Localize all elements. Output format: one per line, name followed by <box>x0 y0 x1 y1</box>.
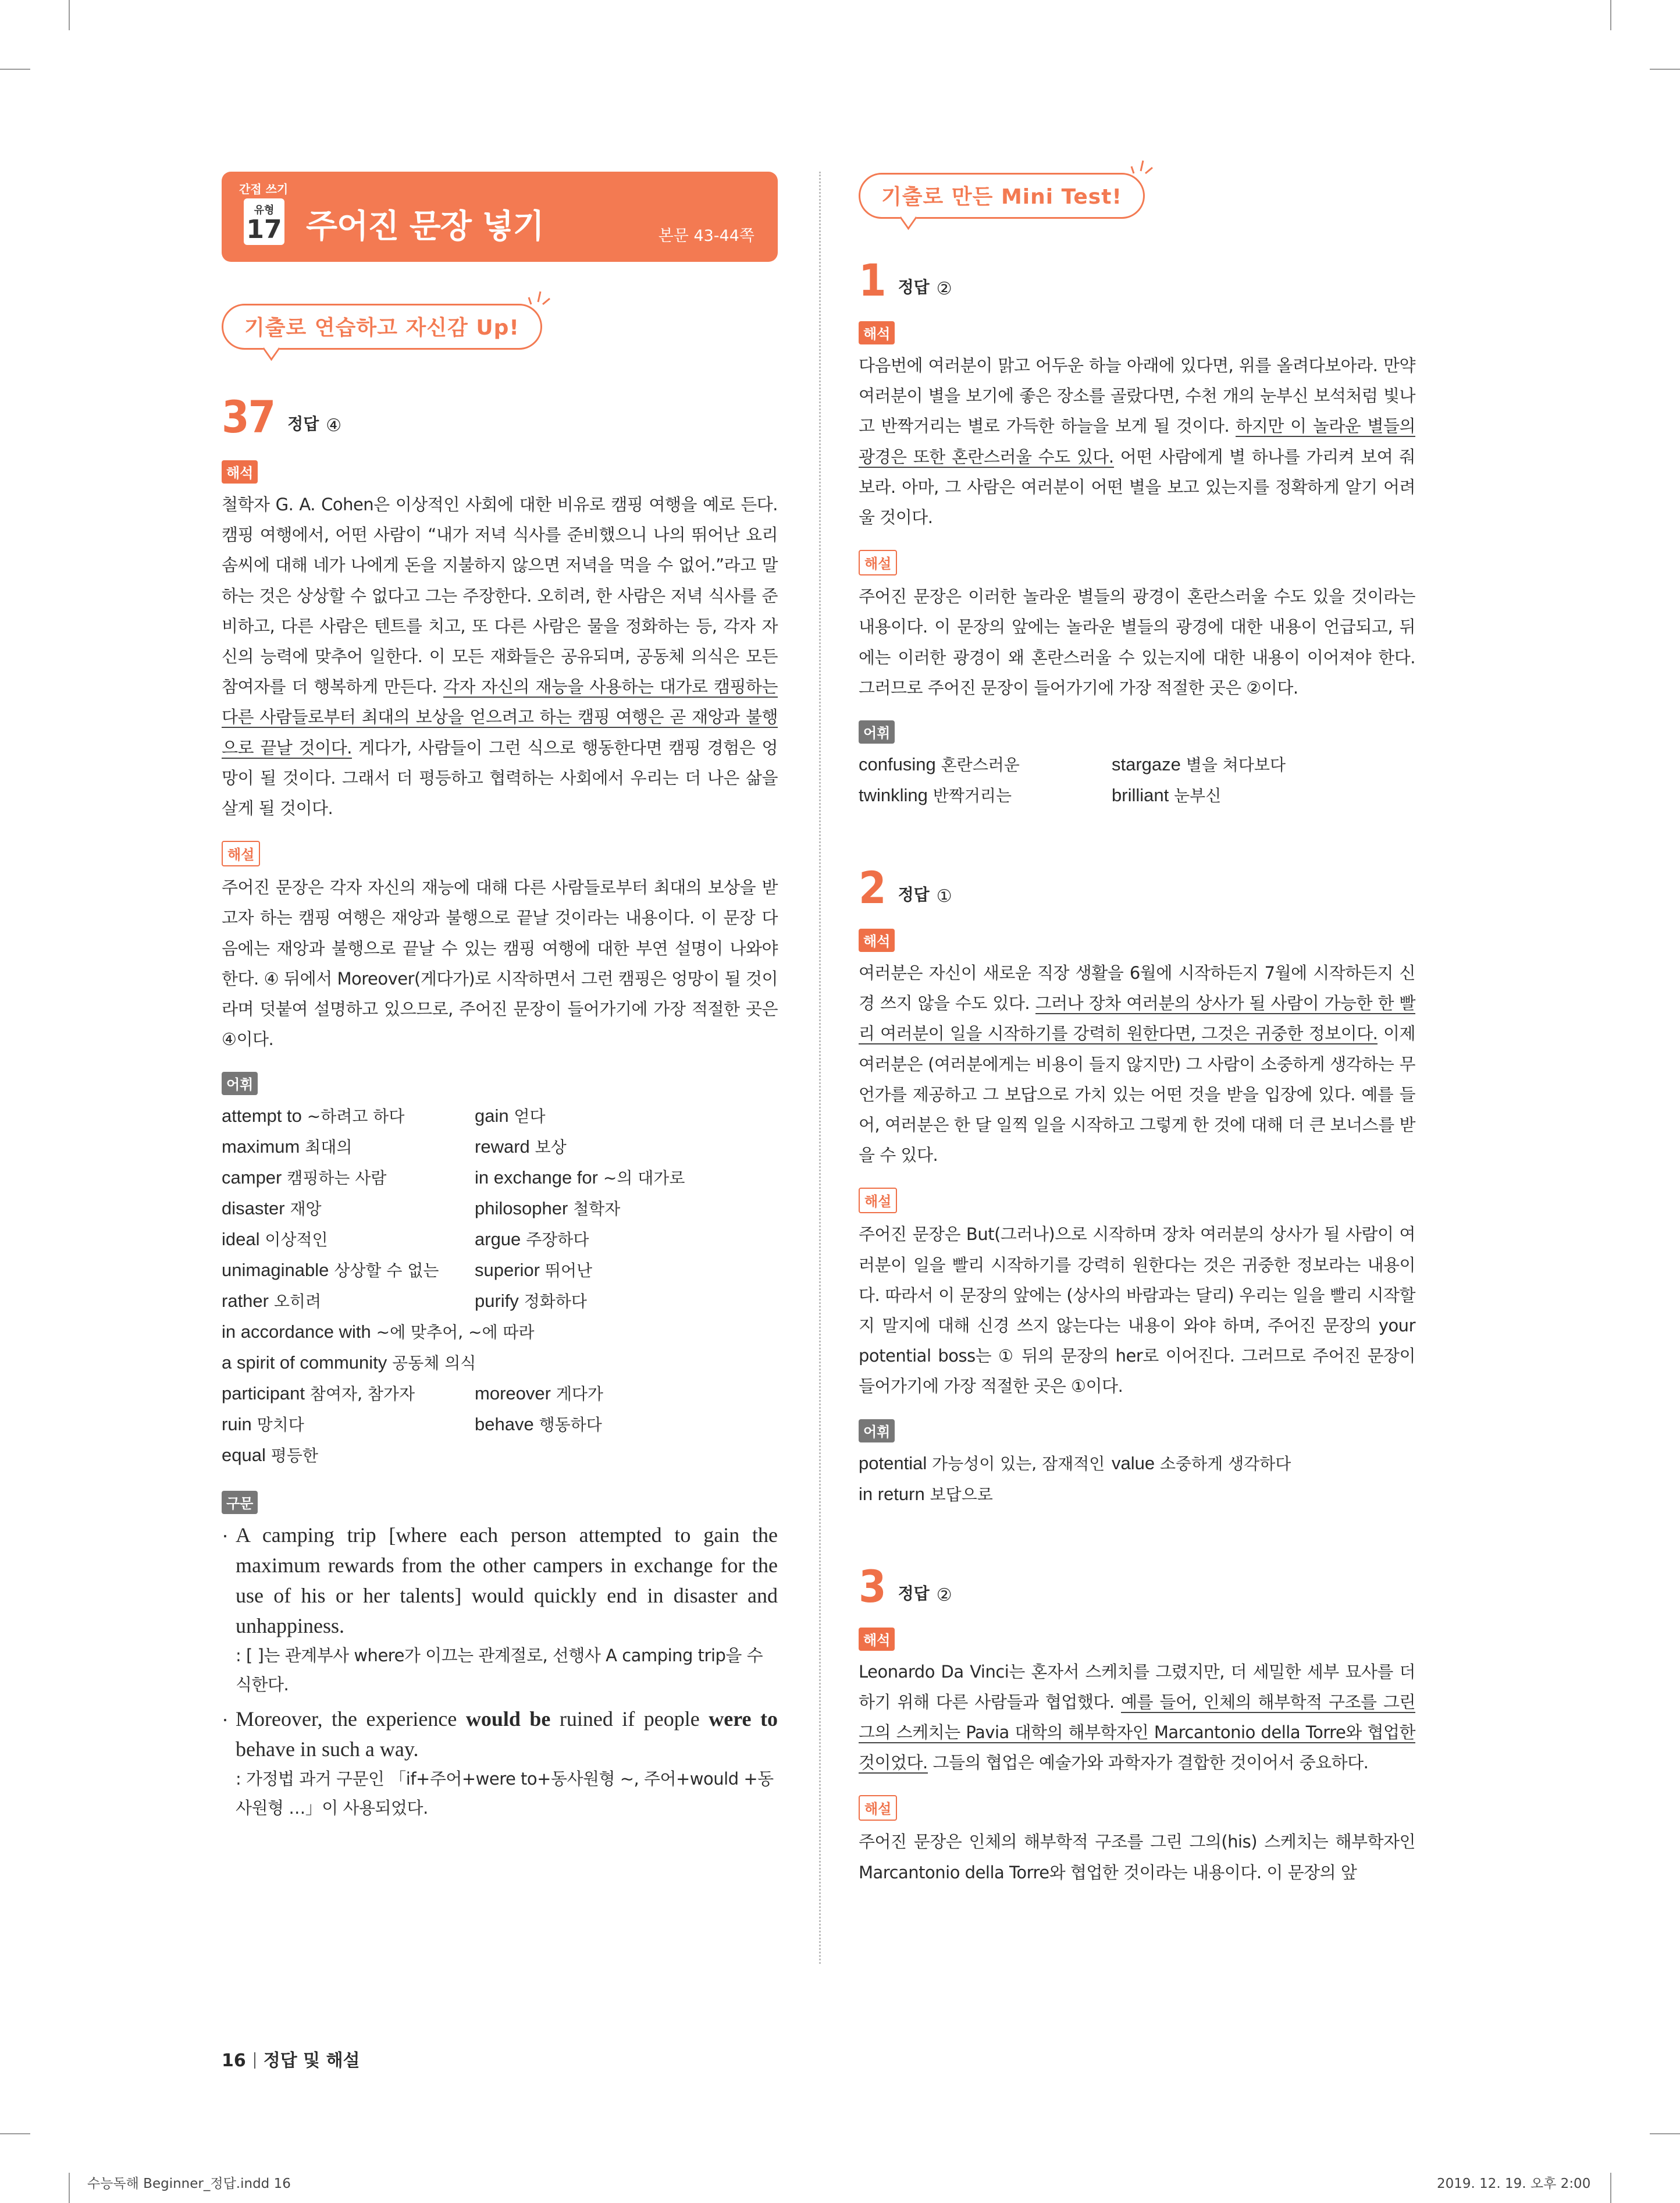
translation-text: 여러분은 자신이 새로운 직장 생활을 6월에 시작하든지 7월에 시작하든지 신경 쓰지 않을 수도 있다. 그러나 장차 여러분의 상사가 될 사람이 가능한 한 빨리 여러분이 일을 시작하기를 강력히 원한다면, 그것은 귀중한 정보이다. 이제 여러분은 (여러분에게는 비용이 들지 않지만) 그 사람이 소중하게 생각하는 무언가를 제공하고 그 보답으로 가치 있는 어떤 것을 받을 입장에 있다. 예를 들어, 여러분은 한 달 일찍 일을 시작하고 그렇게 한 것에 대해 더 큰 보너스를 받을 수 있다. <box>859 963 1416 1166</box>
underlined-sentence: 하지만 이 놀라운 별들의 광경은 또한 혼란스러울 수도 있다. <box>859 416 1416 467</box>
answer-heading <box>859 254 1415 306</box>
vocab-item: ideal 이상적인 <box>222 1229 328 1250</box>
explanation-text: 주어진 문장은 But(그러나)으로 시작하며 장차 여러분의 상사가 될 사람이 여러분이 일을 빨리 시작하기를 강력히 원한다는 것은 귀중한 정보라는 내용이다. 따라서 이 문장의 앞에는 (상사의 바람과는 달리) 우리는 일을 빨리 시작할지 말지에 대해 신경 쓰지 않는다는 내용이 와야 하며, 주어진 문장의 your potential boss는 ① 뒤의 문장의 her로 이어진다. 그러므로 주어진 문장이 들어가기에 가장 적절한 곳은 ①이다. <box>859 1224 1415 1397</box>
crop-mark <box>1610 0 1611 30</box>
crop-mark <box>1650 69 1680 70</box>
underlined-sentence: 예를 들어, 인체의 해부학적 구조를 그린 그의 스케치는 Pavia 대학의 해부학자인 Marcantonio della Torre와 협업한 것이었다. <box>859 1692 1415 1773</box>
vocab-item: reward 보상 <box>475 1136 567 1157</box>
vocab-item: superior 뛰어난 <box>475 1260 593 1281</box>
crop-mark <box>1610 2173 1611 2203</box>
syntax-note: : 가정법 과거 구문인 「if+주어+were to+동사원형 ~, 주어+would +동사원형 …」이 사용되었다. <box>236 1769 774 1818</box>
answer-heading <box>859 862 1415 914</box>
vocab-item: twinkling 반짝거리는 <box>859 785 1012 806</box>
answer-mark: ④ <box>326 415 342 436</box>
crop-mark <box>69 2173 70 2203</box>
translation-tag: 해석 <box>222 460 258 484</box>
vocab-item: attempt to ∼하려고 하다 <box>222 1106 405 1127</box>
vocab-item: stargaze 별을 쳐다보다 <box>1112 754 1286 775</box>
explanation-tag: 해설 <box>859 550 897 575</box>
vocab-item: in return 보답으로 <box>859 1483 993 1504</box>
vocab-item: maximum 최대의 <box>222 1136 353 1157</box>
vocab-item: philosopher 철학자 <box>475 1198 621 1219</box>
vocab-tag: 어휘 <box>222 1072 258 1095</box>
type-label: 유형 <box>254 204 275 216</box>
vocab-item: rather 오히려 <box>222 1291 322 1312</box>
column-divider <box>819 172 821 1964</box>
vocab-item: in accordance with ∼에 맞추어, ∼에 따라 <box>222 1321 535 1342</box>
crop-mark <box>1650 2133 1680 2134</box>
question-number: 3 <box>859 1560 885 1612</box>
vocab-item: confusing 혼란스러운 <box>859 754 1020 775</box>
syntax-tag: 구문 <box>222 1491 258 1514</box>
type-badge <box>244 198 284 245</box>
vocab-item: unimaginable 상상할 수 없는 <box>222 1260 439 1281</box>
vocab-item: ruin 망치다 <box>222 1414 304 1435</box>
print-slug-file: 수능독해 Beginner_정답.indd 16 <box>87 2176 291 2191</box>
vocab-tag: 어휘 <box>859 1419 895 1442</box>
category-label: 간접 쓰기 <box>239 182 289 196</box>
answer-mark: ② <box>936 279 952 299</box>
question-number: 1 <box>859 254 885 306</box>
answer-label: 정답 <box>898 1583 930 1603</box>
sparkle-icon <box>528 288 551 305</box>
left-column <box>222 172 778 1822</box>
explanation-tag: 해설 <box>222 841 260 866</box>
type-number: 17 <box>246 215 282 244</box>
vocab-item: value 소중하게 생각하다 <box>1112 1452 1291 1473</box>
page-reference: 본문 43-44쪽 <box>658 227 754 245</box>
vocab-tag: 어휘 <box>859 720 895 744</box>
answer-label: 정답 <box>898 885 930 905</box>
explanation-tag: 해설 <box>859 1188 897 1213</box>
translation-tag: 해석 <box>859 321 895 344</box>
text-run: 철학자 G. A. Cohen은 이상적인 사회에 대한 비유로 캠핑 여행을 예로 든다. 캠핑 여행에서, 어떤 사람이 “내가 저녁 식사를 준비했으니 나의 뛰어난 요리 솜씨에 대해 네가 나에게 돈을 지불하지 않으면 저녁을 먹을 수 없어.”라고 말하는 것은 상상할 수 없다고 그는 주장한다. 오히려, 한 사람은 저녁 식사를 준비하고, 다른 사람은 텐트를 치고, 또 다른 사람은 물을 정화하는 등, 각자 자신의 능력에 맞추어 일한다. 이 모든 재화들은 공유되며, 공동체 의식은 모든 참여자를 더 행복하게 만든다. <box>222 495 778 697</box>
explanation-text: 주어진 문장은 인체의 해부학적 구조를 그린 그의(his) 스케치는 해부학자인 Marcantonio della Torre와 협업한 것이라는 내용이다. 이 문장의 앞 <box>859 1832 1415 1882</box>
footer-section: 정답 및 해설 <box>263 2051 360 2071</box>
answer-mark: ② <box>936 1584 952 1605</box>
vocab-item: potential 가능성이 있는, 잠재적인 <box>859 1452 1105 1473</box>
text-run: 게다가, 사람들이 그런 식으로 행동한다면 캠핑 경험은 엉망이 될 것이다. 그래서 더 평등하고 협력하는 사회에서 우리는 더 나은 삶을 살게 될 것이다. <box>222 737 778 819</box>
translation-text <box>222 489 778 823</box>
section-banner <box>222 172 778 262</box>
question-number: 37 <box>222 391 275 443</box>
page-footer <box>222 2046 360 2071</box>
practice-callout <box>222 304 542 350</box>
underlined-sentence: 각자 자신의 재능을 사용하는 대가로 캠핑하는 다른 사람들로부터 최대의 보상을 얻으려고 하는 캠핑 여행은 곧 재앙과 불행으로 끝날 것이다. <box>222 677 778 758</box>
vocab-list <box>859 1448 1415 1510</box>
vocab-item: equal 평등한 <box>222 1445 318 1466</box>
crop-mark <box>0 69 30 70</box>
vocab-item: in exchange for ∼의 대가로 <box>475 1167 685 1188</box>
vocab-item: purify 정화하다 <box>475 1291 587 1312</box>
answer-label: 정답 <box>898 278 930 297</box>
vocab-item: behave 행동하다 <box>475 1414 602 1435</box>
underlined-sentence: 그러나 장차 여러분의 상사가 될 사람이 가능한 한 빨리 여러분이 일을 시작하기를 강력히 원한다면, 그것은 귀중한 정보이다. <box>859 993 1416 1044</box>
translation-text: Leonardo Da Vinci는 혼자서 스케치를 그렸지만, 더 세밀한 세부 묘사를 더 하기 위해 다른 사람들과 협업했다. 예를 들어, 인체의 해부학적 구조를 그린 그의 스케치는 Pavia 대학의 해부학자인 Marcantonio della Torre와 협업한 것이었다. 그들의 협업은 예술가와 과학자가 결합한 것이어서 중요하다. <box>859 1661 1415 1773</box>
section-title: 주어진 문장 넣기 <box>306 208 544 246</box>
mini-test-callout <box>859 173 1145 219</box>
crop-mark <box>69 0 70 30</box>
page-number: 16 <box>222 2051 246 2071</box>
vocab-item: camper 캠핑하는 사람 <box>222 1167 387 1188</box>
right-column <box>859 173 1415 1888</box>
vocab-item: brilliant 눈부신 <box>1112 785 1222 806</box>
vocab-list <box>859 749 1415 811</box>
translation-tag: 해석 <box>859 929 895 952</box>
vocab-list <box>222 1101 778 1471</box>
footer-divider <box>254 2052 255 2069</box>
mini-test-callout-text: 기출로 만든 Mini Test! <box>881 185 1122 209</box>
print-slug-date: 2019. 12. 19. 오후 2:00 <box>1437 2176 1591 2191</box>
crop-mark <box>0 2133 30 2134</box>
answer-heading <box>859 1560 1415 1612</box>
answer-heading <box>222 391 778 443</box>
answer-label: 정답 <box>287 414 319 434</box>
vocab-item: gain 얻다 <box>475 1106 546 1127</box>
explanation-text: 주어진 문장은 각자 자신의 재능에 대해 다른 사람들로부터 최대의 보상을 받고자 하는 캠핑 여행은 재앙과 불행으로 끝날 것이라는 내용이다. 이 문장 다음에는 재앙과 불행으로 끝날 수 있는 캠핑 여행에 대한 부연 설명이 나와야 한다. ④ 뒤에서 Moreover(게다가)로 시작하면서 그런 캠핑은 엉망이 될 것이라며 덧붙여 설명하고 있으므로, 주어진 문장이 들어가기에 가장 적절한 곳은 ④이다. <box>222 877 778 1050</box>
translation-text: 다음번에 여러분이 맑고 어두운 하늘 아래에 있다면, 위를 올려다보아라. 만약 여러분이 별을 보기에 좋은 장소를 골랐다면, 수천 개의 눈부신 보석처럼 빛나고 반짝거리는 별로 가득한 하늘을 보게 될 것이다. 하지만 이 놀라운 별들의 광경은 또한 혼란스러울 수도 있다. 어떤 사람에게 별 하나를 가리켜 보여 줘 보라. 아마, 그 사람은 여러분이 어떤 별을 보고 있는지를 정확하게 알기 어려울 것이다. <box>859 356 1416 528</box>
translation-tag: 해석 <box>859 1628 895 1651</box>
answer-mark: ① <box>936 886 952 907</box>
vocab-item: argue 주장하다 <box>475 1229 589 1250</box>
vocab-item: disaster 재앙 <box>222 1198 322 1219</box>
explanation-text: 주어진 문장은 이러한 놀라운 별들의 광경이 혼란스러울 수도 있을 것이라는 내용이다. 이 문장의 앞에는 놀라운 별들의 광경에 대한 내용이 언급되고, 뒤에는 이러한 광경이 왜 혼란스러울 수 있는지에 대한 내용이 이어져야 한다. 그러므로 주어진 문장이 들어가기에 가장 적절한 곳은 ②이다. <box>859 587 1415 698</box>
explanation-tag: 해설 <box>859 1795 897 1821</box>
vocab-item: moreover 게다가 <box>475 1383 603 1404</box>
syntax-sentence: · Moreover, the experience would be ruined if people were to behave in such a way. <box>222 1707 778 1761</box>
vocab-item: a spirit of community 공동체 의식 <box>222 1352 476 1373</box>
vocab-item: participant 참여자, 참가자 <box>222 1383 415 1404</box>
question-number: 2 <box>859 862 885 914</box>
sparkle-icon <box>1130 157 1154 175</box>
syntax-sentence: · A camping trip [where each person attempted to gain the maximum rewards from the other campers in exchange for the use of his or her talents] would quickly end in disaster and unhappiness. <box>222 1523 778 1638</box>
practice-callout-text: 기출로 연습하고 자신감 Up! <box>244 316 519 340</box>
syntax-note: : [ ]는 관계부사 where가 이끄는 관계절로, 선행사 A camping trip을 수식한다. <box>236 1646 763 1695</box>
